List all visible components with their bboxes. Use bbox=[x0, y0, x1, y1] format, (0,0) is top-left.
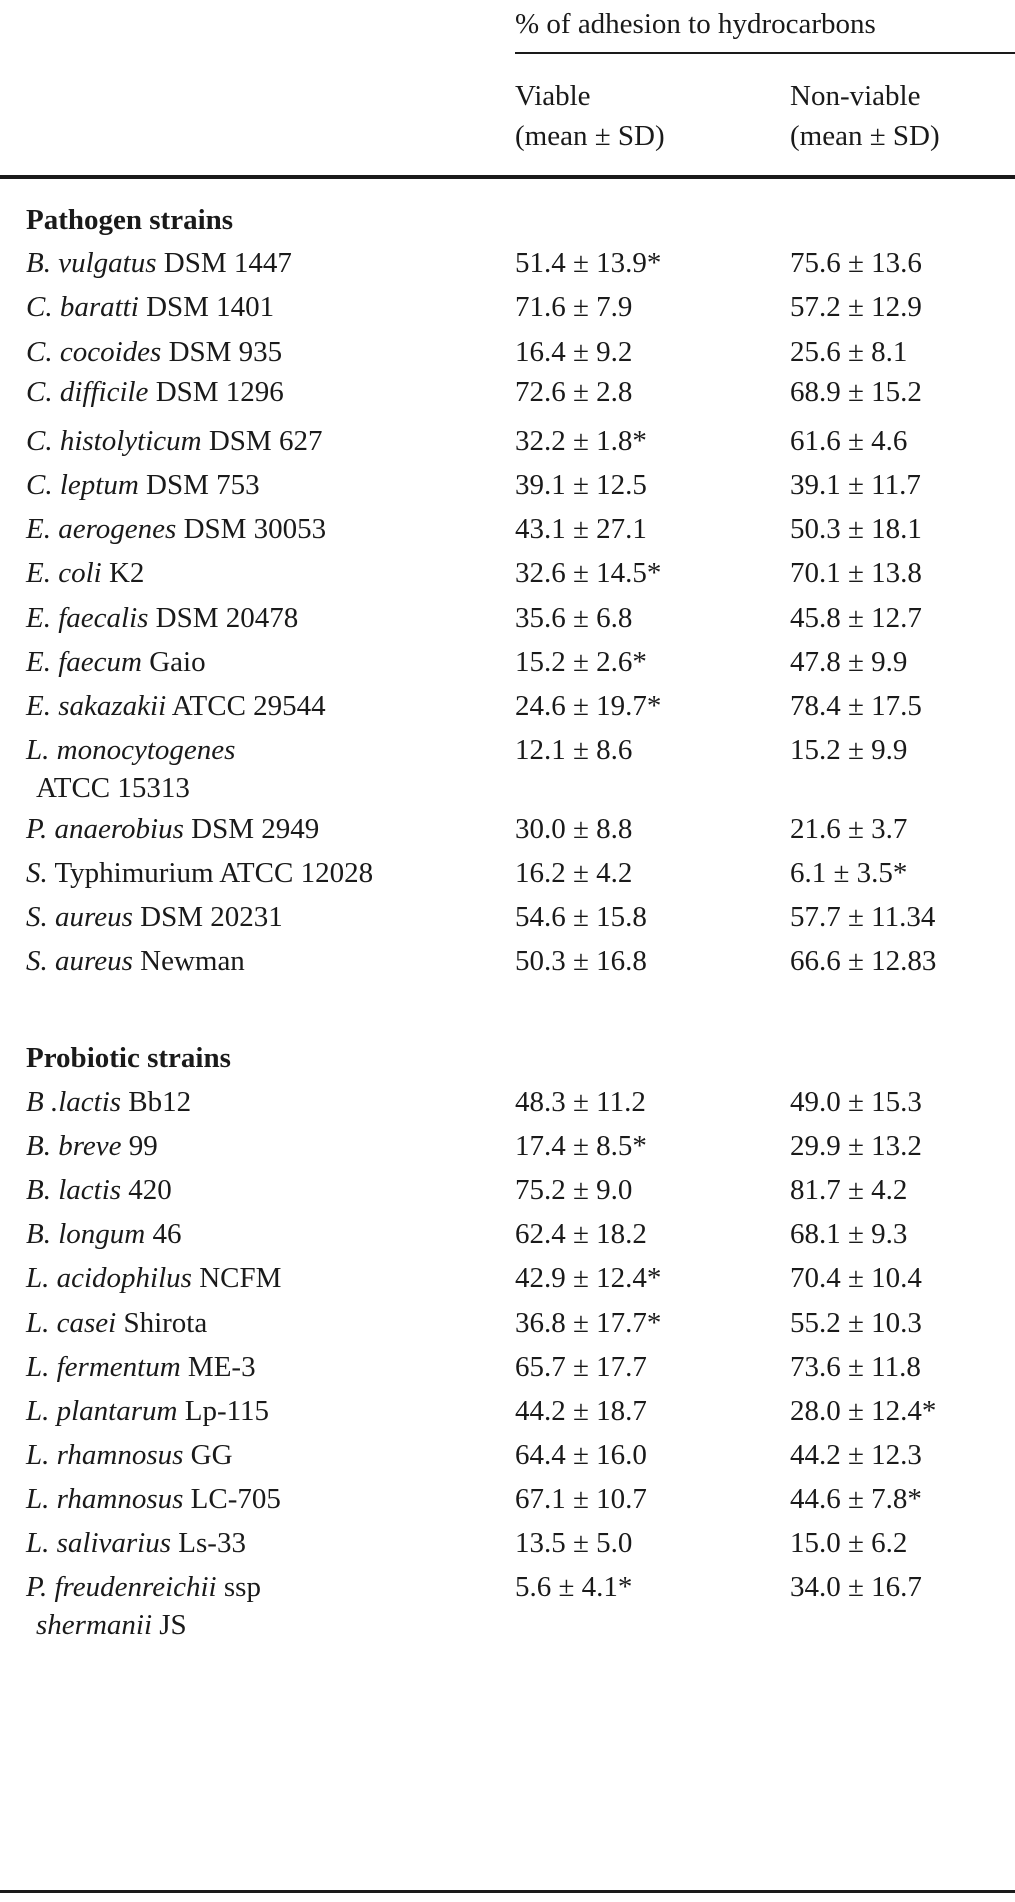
strain-designation: 46 bbox=[145, 1218, 182, 1250]
genus-species: C. histolyticum bbox=[26, 425, 202, 457]
nonviable-value: 68.1 ± 9.3 bbox=[790, 1218, 908, 1250]
nonviable-value: 50.3 ± 18.1 bbox=[790, 513, 922, 545]
group-header-rule bbox=[515, 52, 1015, 54]
genus-species: B. lactis bbox=[26, 1174, 122, 1206]
strain-name-cell bbox=[26, 731, 235, 807]
viable-header-line-2: (mean ± SD) bbox=[515, 120, 665, 152]
genus-species: E. coli bbox=[26, 557, 102, 589]
strain-name-cell bbox=[26, 1083, 191, 1121]
strain-designation: DSM 1447 bbox=[156, 247, 292, 279]
strain-designation: Lp-115 bbox=[177, 1395, 270, 1427]
genus-species: B .lactis bbox=[26, 1086, 122, 1118]
viable-value: 13.5 ± 5.0 bbox=[515, 1527, 633, 1559]
strain-designation-continued: JS bbox=[152, 1609, 187, 1641]
viable-value: 65.7 ± 17.7 bbox=[515, 1351, 647, 1383]
viable-value: 50.3 ± 16.8 bbox=[515, 945, 647, 977]
strain-name-cell bbox=[26, 244, 292, 282]
viable-value: 5.6 ± 4.1* bbox=[515, 1571, 633, 1603]
viable-value: 32.6 ± 14.5* bbox=[515, 557, 662, 589]
strain-name-cell bbox=[26, 898, 283, 936]
strain-name-cell bbox=[26, 687, 326, 725]
strain-name-cell bbox=[26, 1215, 181, 1253]
viable-value: 62.4 ± 18.2 bbox=[515, 1218, 647, 1250]
nonviable-value: 75.6 ± 13.6 bbox=[790, 247, 922, 279]
nonviable-value: 66.6 ± 12.83 bbox=[790, 945, 937, 977]
genus-species: S. aureus bbox=[26, 901, 133, 933]
genus-species: L. acidophilus bbox=[26, 1262, 192, 1294]
strain-designation: NCFM bbox=[191, 1262, 282, 1294]
nonviable-value: 6.1 ± 3.5* bbox=[790, 857, 908, 889]
strain-designation: DSM 1296 bbox=[148, 376, 284, 408]
genus-species: E. sakazakii bbox=[26, 690, 167, 722]
viable-value: 30.0 ± 8.8 bbox=[515, 813, 633, 845]
genus-species: L. casei bbox=[26, 1307, 117, 1339]
viable-value: 72.6 ± 2.8 bbox=[515, 376, 633, 408]
nonviable-column-header bbox=[790, 76, 940, 156]
viable-value: 12.1 ± 8.6 bbox=[515, 734, 633, 766]
strain-designation-continued: ATCC 15313 bbox=[36, 772, 190, 804]
strain-name-cell bbox=[26, 1348, 256, 1386]
genus-species: C. difficile bbox=[26, 376, 149, 408]
nonviable-value: 55.2 ± 10.3 bbox=[790, 1307, 922, 1339]
nonviable-value: 29.9 ± 13.2 bbox=[790, 1130, 922, 1162]
genus-species: B. breve bbox=[26, 1130, 122, 1162]
nonviable-value: 68.9 ± 15.2 bbox=[790, 376, 922, 408]
genus-species: L. rhamnosus bbox=[26, 1439, 184, 1471]
nonviable-value: 21.6 ± 3.7 bbox=[790, 813, 908, 845]
strain-name-cell bbox=[26, 288, 274, 326]
viable-value: 42.9 ± 12.4* bbox=[515, 1262, 662, 1294]
strain-designation: GG bbox=[183, 1439, 233, 1471]
viable-value: 64.4 ± 16.0 bbox=[515, 1439, 647, 1471]
viable-value: 44.2 ± 18.7 bbox=[515, 1395, 647, 1427]
strain-name-cell bbox=[26, 1480, 281, 1518]
viable-value: 48.3 ± 11.2 bbox=[515, 1086, 646, 1118]
genus-species: C. cocoides bbox=[26, 336, 162, 368]
viable-value: 15.2 ± 2.6* bbox=[515, 646, 647, 678]
strain-designation: Newman bbox=[132, 945, 245, 977]
strain-designation: ME-3 bbox=[180, 1351, 256, 1383]
strain-designation: Shirota bbox=[116, 1307, 208, 1339]
viable-value: 67.1 ± 10.7 bbox=[515, 1483, 647, 1515]
genus-species: P. freudenreichii bbox=[26, 1571, 217, 1603]
genus-species: S. aureus bbox=[26, 945, 133, 977]
nonviable-value: 49.0 ± 15.3 bbox=[790, 1086, 922, 1118]
strain-name-cell bbox=[26, 1259, 281, 1297]
strain-designation: Typhimurium ATCC 12028 bbox=[47, 857, 374, 889]
genus-species: P. anaerobius bbox=[26, 813, 184, 845]
strain-designation: DSM 2949 bbox=[183, 813, 320, 845]
viable-column-header bbox=[515, 76, 665, 156]
strain-designation: K2 bbox=[101, 557, 145, 589]
strain-designation: 420 bbox=[121, 1174, 172, 1206]
genus-species: B. vulgatus bbox=[26, 247, 157, 279]
strain-name-cell bbox=[26, 1568, 261, 1644]
nonviable-value: 57.7 ± 11.34 bbox=[790, 901, 936, 933]
strain-designation: DSM 20478 bbox=[148, 602, 299, 634]
genus-species: E. aerogenes bbox=[26, 513, 177, 545]
viable-header-line-1: Viable bbox=[515, 80, 591, 112]
genus-species: L. fermentum bbox=[26, 1351, 181, 1383]
strain-name-cell bbox=[26, 1127, 158, 1165]
viable-value: 51.4 ± 13.9* bbox=[515, 247, 662, 279]
strain-name-cell bbox=[26, 1171, 172, 1209]
strain-designation: LC-705 bbox=[183, 1483, 281, 1515]
nonviable-value: 57.2 ± 12.9 bbox=[790, 291, 922, 323]
viable-value: 75.2 ± 9.0 bbox=[515, 1174, 633, 1206]
genus-species: C. leptum bbox=[26, 469, 139, 501]
nonviable-header-line-2: (mean ± SD) bbox=[790, 120, 940, 152]
strain-name-cell bbox=[26, 422, 322, 460]
genus-species: B. longum bbox=[26, 1218, 146, 1250]
strain-designation: ATCC 29544 bbox=[166, 690, 326, 722]
viable-value: 43.1 ± 27.1 bbox=[515, 513, 647, 545]
viable-value: 35.6 ± 6.8 bbox=[515, 602, 633, 634]
viable-value: 24.6 ± 19.7* bbox=[515, 690, 662, 722]
nonviable-value: 28.0 ± 12.4* bbox=[790, 1395, 937, 1427]
nonviable-value: 81.7 ± 4.2 bbox=[790, 1174, 908, 1206]
strain-name-cell bbox=[26, 1436, 233, 1474]
strain-name-cell bbox=[26, 466, 260, 504]
strain-name-cell bbox=[26, 854, 373, 892]
nonviable-value: 25.6 ± 8.1 bbox=[790, 336, 908, 368]
nonviable-value: 73.6 ± 11.8 bbox=[790, 1351, 921, 1383]
genus-species: C. baratti bbox=[26, 291, 139, 323]
nonviable-header-line-1: Non-viable bbox=[790, 80, 921, 112]
strain-name-continuation bbox=[26, 1606, 261, 1644]
nonviable-value: 70.1 ± 13.8 bbox=[790, 557, 922, 589]
nonviable-value: 15.0 ± 6.2 bbox=[790, 1527, 908, 1559]
genus-species: L. monocytogenes bbox=[26, 734, 236, 766]
strain-name-cell bbox=[26, 373, 284, 411]
column-group-header: % of adhesion to hydrocarbons bbox=[515, 8, 876, 40]
strain-name-cell bbox=[26, 599, 298, 637]
genus-species: S. bbox=[26, 857, 48, 889]
subspecies-name: shermanii bbox=[36, 1609, 152, 1641]
bottom-rule bbox=[0, 1890, 1015, 1893]
nonviable-value: 44.6 ± 7.8* bbox=[790, 1483, 922, 1515]
nonviable-value: 44.2 ± 12.3 bbox=[790, 1439, 922, 1471]
genus-species: L. rhamnosus bbox=[26, 1483, 184, 1515]
nonviable-value: 39.1 ± 11.7 bbox=[790, 469, 921, 501]
strain-designation: DSM 753 bbox=[138, 469, 260, 501]
genus-species: L. salivarius bbox=[26, 1527, 172, 1559]
section-heading: Pathogen strains bbox=[26, 204, 234, 236]
section-heading: Probiotic strains bbox=[26, 1042, 231, 1074]
strain-name-continuation bbox=[26, 769, 235, 807]
nonviable-value: 34.0 ± 16.7 bbox=[790, 1571, 922, 1603]
strain-designation: DSM 935 bbox=[161, 336, 283, 368]
strain-name-cell bbox=[26, 810, 319, 848]
strain-name-cell bbox=[26, 942, 245, 980]
viable-value: 71.6 ± 7.9 bbox=[515, 291, 633, 323]
viable-value: 54.6 ± 15.8 bbox=[515, 901, 647, 933]
strain-name-cell bbox=[26, 554, 144, 592]
strain-name-cell bbox=[26, 1304, 207, 1342]
strain-designation: DSM 627 bbox=[201, 425, 323, 457]
strain-designation: ssp bbox=[216, 1571, 261, 1603]
genus-species: E. faecalis bbox=[26, 602, 149, 634]
strain-designation: DSM 20231 bbox=[132, 901, 283, 933]
nonviable-value: 70.4 ± 10.4 bbox=[790, 1262, 922, 1294]
viable-value: 16.4 ± 9.2 bbox=[515, 336, 633, 368]
strain-designation: Ls-33 bbox=[171, 1527, 246, 1559]
nonviable-value: 15.2 ± 9.9 bbox=[790, 734, 908, 766]
strain-designation: Gaio bbox=[141, 646, 206, 678]
strain-name-cell bbox=[26, 510, 326, 548]
nonviable-value: 61.6 ± 4.6 bbox=[790, 425, 908, 457]
strain-name-cell bbox=[26, 1392, 269, 1430]
nonviable-value: 78.4 ± 17.5 bbox=[790, 690, 922, 722]
viable-value: 36.8 ± 17.7* bbox=[515, 1307, 662, 1339]
strain-name-cell bbox=[26, 333, 282, 371]
nonviable-value: 47.8 ± 9.9 bbox=[790, 646, 908, 678]
genus-species: L. plantarum bbox=[26, 1395, 178, 1427]
strain-designation: DSM 1401 bbox=[138, 291, 275, 323]
viable-value: 32.2 ± 1.8* bbox=[515, 425, 647, 457]
genus-species: E. faecum bbox=[26, 646, 142, 678]
viable-value: 39.1 ± 12.5 bbox=[515, 469, 647, 501]
viable-value: 16.2 ± 4.2 bbox=[515, 857, 633, 889]
strain-name-cell bbox=[26, 1524, 246, 1562]
strain-designation: DSM 30053 bbox=[176, 513, 327, 545]
strain-designation: 99 bbox=[121, 1130, 158, 1162]
nonviable-value: 45.8 ± 12.7 bbox=[790, 602, 922, 634]
strain-name-cell bbox=[26, 643, 206, 681]
header-rule bbox=[0, 175, 1015, 179]
viable-value: 17.4 ± 8.5* bbox=[515, 1130, 647, 1162]
strain-designation: Bb12 bbox=[121, 1086, 192, 1118]
